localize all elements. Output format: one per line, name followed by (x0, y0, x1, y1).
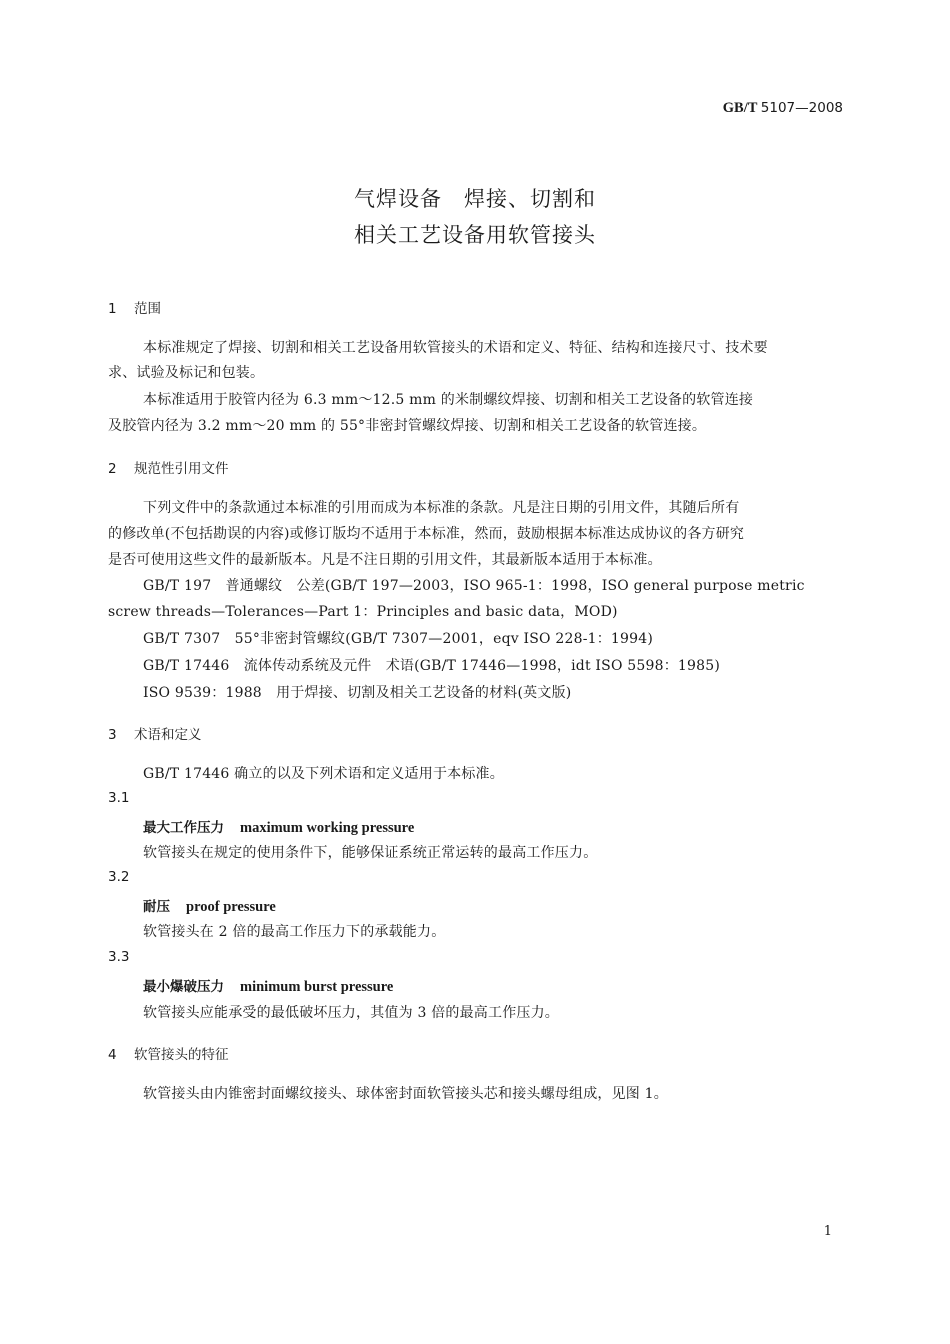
std-number: 5107—2008 (760, 100, 843, 116)
s3-intro: GB/T 17446 确立的以及下列术语和定义适用于本标准。 (143, 766, 504, 782)
reference-3: GB/T 17446 流体传动系统及元件 术语(GB/T 17446—1998，idt ISO 5598：1985) (143, 658, 720, 674)
term-3-2-title (143, 895, 276, 916)
term-3-2-number: 3.2 (108, 869, 130, 885)
term-zh: 最小爆破压力 (143, 979, 224, 995)
section-1-heading (108, 297, 161, 317)
section-2-heading (108, 457, 229, 477)
s2-paragraph-1a: 下列文件中的条款通过本标准的引用而成为本标准的条款。凡是注日期的引用文件，其随后所有 (143, 500, 740, 516)
term-en: proof pressure (186, 899, 276, 915)
term-zh: 耐压 (143, 899, 170, 915)
term-3-3-number: 3.3 (108, 949, 130, 965)
reference-1b: screw threads—Tolerances—Part 1：Principles and basic data，MOD) (108, 604, 618, 620)
term-3-1-title (143, 816, 414, 837)
section-3-heading (108, 723, 202, 743)
s4-paragraph-1: 软管接头由内锥密封面螺纹接头、球体密封面软管接头芯和接头螺母组成，见图 1。 (143, 1086, 668, 1102)
section-number: 2 (108, 461, 117, 477)
section-title: 范围 (134, 301, 161, 317)
reference-1a: GB/T 197 普通螺纹 公差(GB/T 197—2003，ISO 965-1：1998，ISO general purpose metric (143, 578, 805, 594)
s1-paragraph-1a: 本标准规定了焊接、切割和相关工艺设备用软管接头的术语和定义、特征、结构和连接尺寸、技术要 (143, 340, 768, 356)
section-title: 规范性引用文件 (134, 461, 229, 477)
section-title: 术语和定义 (134, 727, 202, 743)
s1-paragraph-2b: 及胶管内径为 3.2 mm～20 mm 的 55°非密封管螺纹焊接、切割和相关工艺设备的软管连接。 (108, 418, 707, 434)
term-3-3-title (143, 975, 393, 996)
section-title: 软管接头的特征 (134, 1047, 229, 1063)
reference-2: GB/T 7307 55°非密封管螺纹(GB/T 7307—2001，eqv ISO 228-1：1994) (143, 631, 654, 647)
s1-paragraph-2a: 本标准适用于胶管内径为 6.3 mm～12.5 mm 的米制螺纹焊接、切割和相关工艺设备的软管连接 (143, 392, 754, 408)
title-line-1: 气焊设备 焊接、切割和 (354, 187, 596, 211)
s1-paragraph-1b: 求、试验及标记和包装。 (108, 365, 265, 381)
term-en: minimum burst pressure (240, 979, 394, 995)
page-number: 1 (823, 1224, 832, 1239)
std-prefix: GB/T (722, 100, 758, 116)
title-line-2: 相关工艺设备用软管接头 (354, 223, 596, 247)
term-3-1-definition: 软管接头在规定的使用条件下，能够保证系统正常运转的最高工作压力。 (143, 845, 598, 861)
term-3-3-definition: 软管接头应能承受的最低破坏压力，其值为 3 倍的最高工作压力。 (143, 1005, 560, 1021)
section-number: 3 (108, 727, 117, 743)
term-3-2-definition: 软管接头在 2 倍的最高工作压力下的承载能力。 (143, 924, 446, 940)
s2-paragraph-1c: 是否可使用这些文件的最新版本。凡是不注日期的引用文件，其最新版本适用于本标准。 (108, 552, 662, 568)
s2-paragraph-1b: 的修改单(不包括勘误的内容)或修订版均不适用于本标准，然而，鼓励根据本标准达成协议的各方研究 (108, 526, 745, 542)
section-number: 4 (108, 1047, 117, 1063)
term-zh: 最大工作压力 (143, 820, 224, 836)
term-en: maximum working pressure (240, 820, 415, 836)
standard-code (723, 100, 843, 117)
section-4-heading (108, 1043, 229, 1063)
section-number: 1 (108, 301, 117, 317)
reference-4: ISO 9539：1988 用于焊接、切割及相关工艺设备的材料(英文版) (143, 685, 572, 701)
term-3-1-number: 3.1 (108, 790, 130, 806)
